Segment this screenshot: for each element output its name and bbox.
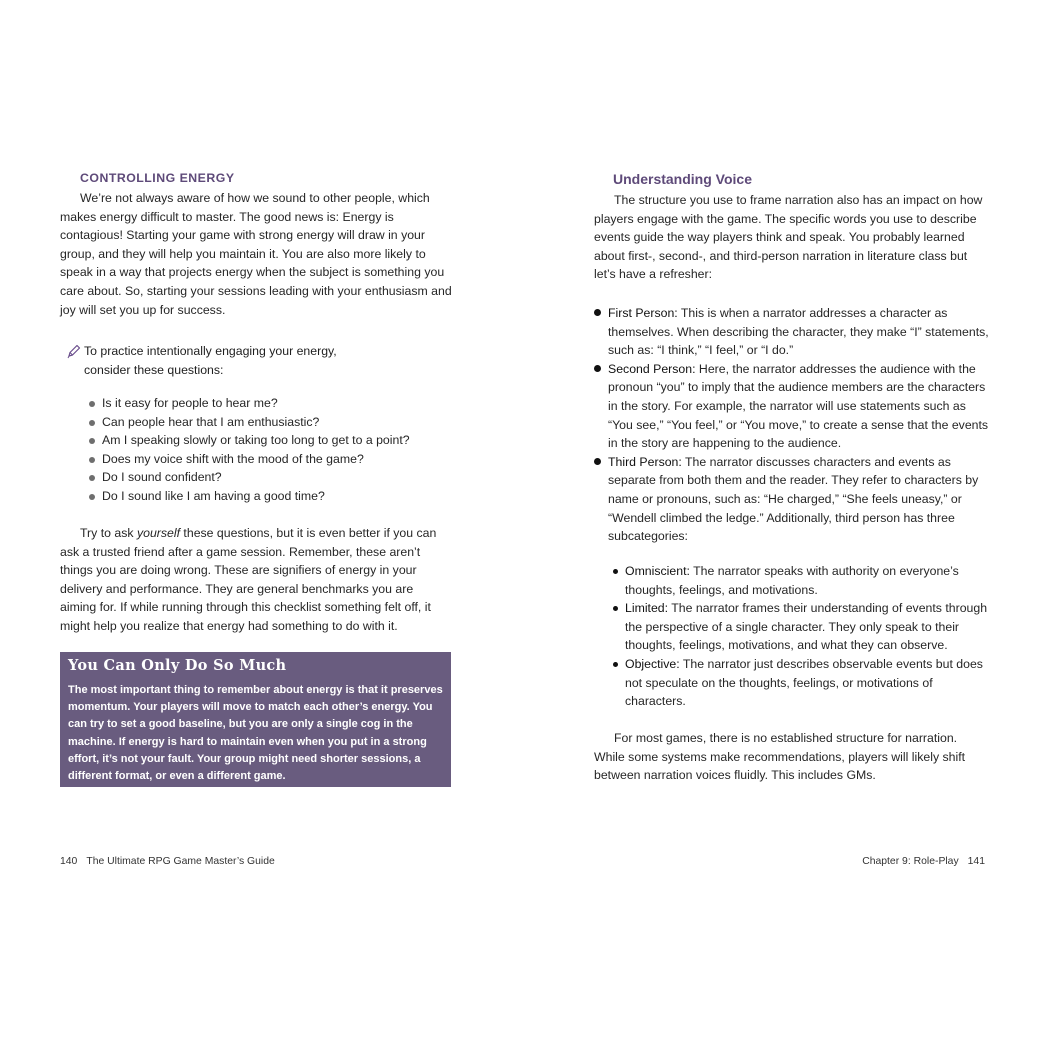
bullet-icon — [613, 662, 618, 667]
emphasis-yourself: yourself — [136, 526, 181, 540]
bullet-icon — [613, 606, 618, 611]
bullet-icon — [89, 401, 95, 407]
list-item: Omniscient: The narrator speaks with authority on everyone’s thoughts, feelings, and motivations. — [611, 562, 993, 599]
question-list — [86, 394, 410, 506]
bullet-icon — [89, 475, 95, 481]
list-item: Am I speaking slowly or taking too long to get to a point? — [86, 431, 410, 450]
sidebar-box — [60, 652, 451, 787]
term-objective: Objective: — [625, 656, 680, 671]
chapter-title: Chapter 9: Role-Play — [862, 856, 959, 867]
bullet-icon — [594, 309, 601, 316]
bullet-icon — [594, 365, 601, 372]
list-item: Does my voice shift with the mood of the game? — [86, 450, 410, 469]
person-list — [594, 304, 989, 546]
page-number: 141 — [967, 856, 985, 867]
tip-line-2: consider these questions: — [84, 362, 224, 377]
list-item: Third Person: The narrator discusses characters and events as separate from both them and the reader. They refer to characters by name or pronouns, such as: “He charged,” “She feels uneasy,” or “Wendell climbed the ledge.” Additionally, third person has three subcategories: — [594, 453, 989, 546]
list-item: Is it easy for people to hear me? — [86, 394, 410, 413]
sidebar-body: The most important thing to remember about energy is that it preserves momentum. Your players will move to match each other’s energy. You can try to set a good baseline, but you are only a single cog in the machine. If energy is hard to maintain even when you put in a strong effort, it’s not your fault. Your group might need shorter sessions, a different format, or even a different game. — [68, 684, 443, 783]
section-heading-understanding-voice: Understanding Voice — [613, 171, 752, 187]
bullet-icon — [89, 420, 95, 426]
left-folio — [60, 856, 275, 867]
subcategory-list — [611, 562, 993, 711]
paragraph-voice-intro: The structure you use to frame narration also has an impact on how players engage with the game. The specific words you use to describe events guide the way players think and speak. You probably learned about first-, second-, and third-person narration in literature class but let’s have a refresher: — [594, 193, 983, 282]
bullet-icon — [89, 457, 95, 463]
list-item: Do I sound like I am having a good time? — [86, 487, 410, 506]
paragraph-energy-intro: We’re not always aware of how we sound to other people, which makes energy difficult to master. The good news is: Energy is contagious! Starting your game with strong energy will draw in your group, and they will help you maintain it. You are also more likely to speak in a way that projects energy when the subject is something you care about. So, starting your sessions leading with your enthusiasm and joy will set you up for success. — [60, 191, 452, 317]
list-item: Do I sound confident? — [86, 468, 410, 487]
page-number: 140 — [60, 856, 78, 867]
pencil-icon — [66, 343, 82, 359]
term-omniscient: Omniscient: — [625, 564, 690, 578]
tip-line-1: To practice intentionally engaging your energy, — [84, 344, 337, 358]
bullet-icon — [89, 438, 95, 444]
bullet-icon — [89, 494, 95, 500]
list-item: Limited: The narrator frames their understanding of events through the perspective of a single character. They only speak to their thoughts, feelings, motivations, and what they can observe. — [611, 599, 993, 655]
list-item: Can people hear that I am enthusiastic? — [86, 413, 410, 432]
paragraph-most-games: For most games, there is no established structure for narration. While some systems make recommendations, players will likely shift between narration voices fluidly. This includes GMs. — [594, 731, 966, 783]
list-item: Objective: The narrator just describes observable events but does not speculate on the thoughts, feelings, or motivations of characters. — [611, 655, 993, 711]
list-item: First Person: This is when a narrator addresses a character as themselves. When describing the character, they make “I” statements, such as: “I think,” “I feel,” or “I do.” — [594, 304, 989, 360]
term-third-person: Third Person: — [608, 454, 682, 469]
sidebar-title: You Can Only Do So Much — [68, 657, 287, 674]
paragraph-ask-yourself: Try to ask yourself these questions, but it is even better if you can ask a trusted friend after a game session. Remember, these aren’t things you are doing wrong. These are signifiers of energy in your delivery and performance. They are general benchmarks you are aiming for. If while running through this checklist something felt off, it might help you realize that energy had something to do with it. — [60, 526, 437, 633]
list-item: Second Person: Here, the narrator addresses the audience with the pronoun “you” to imply that the audience members are the characters in the story. For example, the narrator will use statements such as “You see,” “You feel,” or “You move,” to create a sense that the events in the story are happening to the audience. — [594, 360, 989, 453]
tip-callout — [66, 342, 386, 379]
term-limited: Limited: — [625, 601, 669, 616]
right-page — [521, 0, 1043, 1043]
bullet-icon — [613, 569, 618, 574]
running-title: The Ultimate RPG Game Master’s Guide — [86, 856, 275, 867]
term-second-person: Second Person: — [608, 361, 696, 376]
bullet-icon — [594, 458, 601, 465]
term-first-person: First Person: — [608, 306, 678, 320]
left-page — [0, 0, 521, 1043]
right-folio — [862, 856, 985, 867]
section-heading-controlling-energy: CONTROLLING ENERGY — [80, 171, 235, 185]
